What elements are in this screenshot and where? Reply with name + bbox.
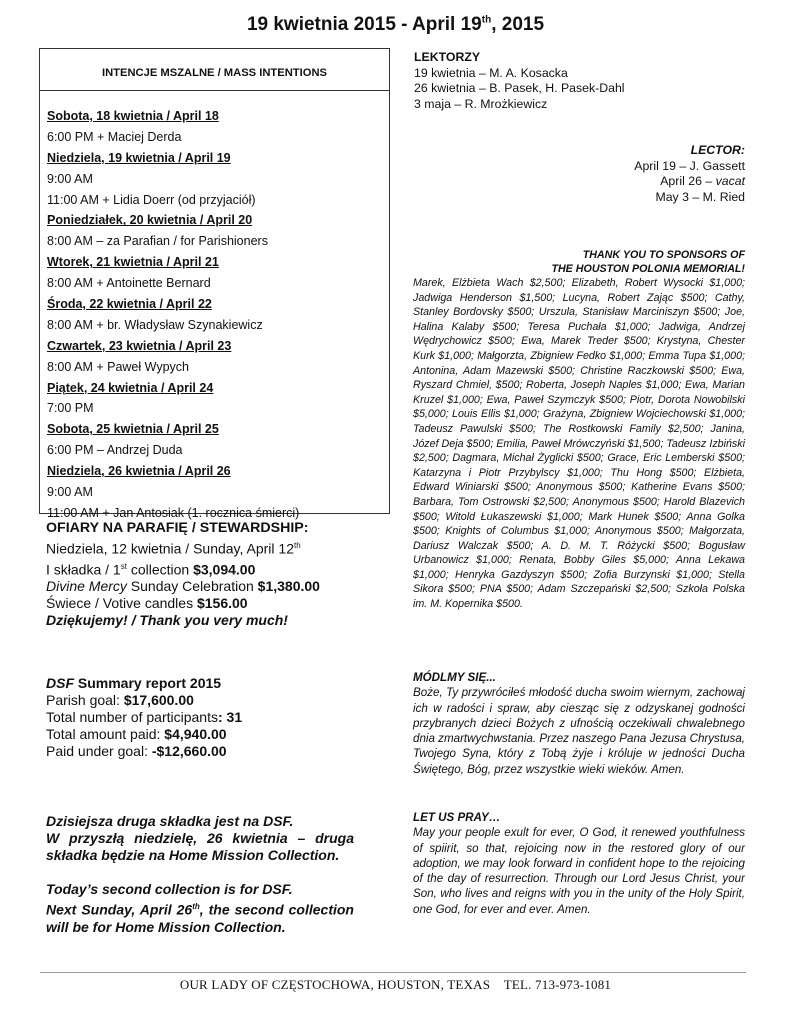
mass-intention: 7:00 PM bbox=[47, 401, 94, 416]
collection-en-2: Next Sunday, April 26th, the second collection will be for Home Mission Collection. bbox=[46, 901, 354, 935]
lektorzy-section bbox=[414, 50, 625, 112]
dsf-goal: Parish goal: $17,600.00 bbox=[46, 692, 194, 708]
sponsors-heading bbox=[551, 248, 745, 276]
stewardship-section bbox=[46, 520, 386, 629]
dsf-under-goal: Paid under goal: -$12,660.00 bbox=[46, 743, 227, 759]
mass-header-divider bbox=[40, 90, 389, 91]
mass-intentions-list bbox=[47, 106, 387, 524]
mass-intention: 8:00 AM + br. Władysław Szynakiewicz bbox=[47, 317, 263, 332]
english-prayer-heading: LET US PRAY… bbox=[413, 811, 501, 824]
collection-en-1: Today’s second collection is for DSF. bbox=[46, 881, 293, 897]
polish-prayer-heading: MÓDLMY SIĘ... bbox=[413, 671, 496, 684]
mass-intention: 11:00 AM + Jan Antosiak (1. rocznica śmierci) bbox=[47, 505, 300, 520]
mass-intention: 9:00 AM bbox=[47, 485, 93, 500]
lector-section bbox=[634, 143, 745, 205]
mass-intentions-header: INTENCJE MSZALNE / MASS INTENTIONS bbox=[101, 67, 327, 79]
stewardship-date: Niedziela, 12 kwietnia / Sunday, April 12th bbox=[46, 540, 301, 557]
stewardship-heading: OFIARY NA PARAFIĘ / STEWARDSHIP: bbox=[46, 520, 309, 536]
votive-candles: Świece / Votive candles $156.00 bbox=[46, 595, 248, 612]
mass-intention: 8:00 AM – za Parafian / for Parishioners bbox=[47, 234, 268, 249]
mass-day-heading: Czwartek, 23 kwietnia / April 23 bbox=[47, 338, 232, 353]
thank-you-note: Dziękujemy! / Thank you very much! bbox=[46, 612, 288, 629]
mass-intention: 11:00 AM + Lidia Doerr (od przyjaciół) bbox=[47, 192, 256, 207]
sponsors-list: Marek, Elżbieta Wach $2,500; Elizabeth, Robert Wysocki $1,000; Jadwiga Henderson $1,500; Lucyna, Robert Zając $500; Cathy, Stanley Bordovsky $500; Urszula, Stanisław Marciniszyn $500; Joe, Halina Kalaby $500; Teresa Puchała $1,000; Jadwiga, Andrzej Wędrychowicz $500; Ewa, Marek Treder $500; Krystyna, Chester Kurk $1,000; Małgorzta, Zbigniew Fedko $1,000; Emma Tupa $1,000; Antonina, Adam Mazewski $500; Christine Raczkowski $500; Ewa, Ryszard Chmiel, $500; Roberta, Joseph Naples $1,000; Ewa, Marian Kruzel $1,000; Ewa, Paweł Szymczyk $500; Piotr, Dorota Nowobilski $5,000; Louis Ellis $1,000; Grażyna, Zbigniew Wojciechowski $1,000; Tadeusz Pawulski $500; The Rostkowski Family $2,500; Janina, Józef Deja $500; Emilia, Paweł Mrówczyński $1,500; Tadeusz Izbiński $2,500; Dagmara, Michał Żyglicki $500; Grace, Eric Lemberski $500; Katarzyna i Piotr Przybylscy $1,000; Thu Hong $500; Elżbieta, Edward Winiarski $500; Anonymous $500; Katherine Evans $500; Barbara, Tom Ostrowski $2,500; Anonymous $500; Harold Blazevich $500; Witold Łukaszewski $1,000; Mark Hunek $500; Anna Golka $500; Knights of Columbus $1,000; Anonymous $500; Małgorzata, Dariusz Walczak $500; A. D. M. T. Różycki $500; Bogusław Urbanowicz $1,000; Renata, Bobby Giles $5,000; Anna Lekawa $1,000; Henryka Gazdyszyn $500; Zofia Burzynski $1,000; Stella Sikora $500; PNA $500; Adam Szczepański $2,500; Szkoła Polska im. M. Kopernika $500. bbox=[413, 277, 745, 611]
lector-heading: LECTOR: bbox=[690, 143, 745, 157]
mass-day-heading: Niedziela, 19 kwietnia / April 19 bbox=[47, 150, 231, 165]
lektorzy-line: 3 maja – R. Mrożkiewicz bbox=[414, 96, 548, 111]
english-prayer-text: May your people exult for ever, O God, it renewed youthfulness of spiirit, so that, rejoicing now in the restored glory of our adoption, we may look forward in confident hope to the rejoicing of the day of resurrection. Through our Lord Jesus Christ, your Son, who lives and reigns with you in the unity of the Holy Spirit, one God, for ever and ever. Amen. bbox=[413, 826, 745, 916]
mass-intention: 9:00 AM bbox=[47, 171, 93, 186]
sponsors-heading-line-2: THE HOUSTON POLONIA MEMORIAL! bbox=[551, 263, 745, 275]
mass-day-heading: Środa, 22 kwietnia / April 22 bbox=[47, 297, 212, 312]
mass-intentions-box bbox=[39, 48, 390, 520]
dsf-summary bbox=[46, 675, 386, 760]
second-collection-notice bbox=[46, 813, 354, 936]
mass-day-heading: Poniedziałek, 20 kwietnia / April 20 bbox=[47, 213, 253, 228]
mass-intention: 6:00 PM – Andrzej Duda bbox=[47, 443, 183, 458]
dsf-participants: Total number of participants: 31 bbox=[46, 709, 243, 725]
polish-prayer bbox=[413, 670, 745, 777]
divine-mercy-collection: Divine Mercy Sunday Celebration $1,380.00 bbox=[46, 578, 320, 595]
first-collection: I składka / 1st collection $3,094.00 bbox=[46, 561, 256, 578]
lektorzy-line: 26 kwietnia – B. Pasek, H. Pasek-Dahl bbox=[414, 81, 625, 95]
page-title: 19 kwietnia 2015 - April 19th, 2015 bbox=[246, 14, 545, 35]
mass-day-heading: Sobota, 18 kwietnia / April 18 bbox=[47, 109, 219, 123]
mass-day-heading: Sobota, 25 kwietnia / April 25 bbox=[47, 422, 219, 437]
dsf-title: DSF Summary report 2015 bbox=[46, 675, 222, 691]
mass-day-heading: Wtorek, 21 kwietnia / April 21 bbox=[47, 255, 219, 270]
lector-line: April 19 – J. Gassett bbox=[634, 158, 745, 173]
mass-intention: 8:00 AM + Paweł Wypych bbox=[47, 359, 189, 374]
footer: OUR LADY OF CZĘSTOCHOWA, HOUSTON, TEXAS TEL. 713-973-1081 bbox=[179, 977, 612, 992]
lector-line: May 3 – M. Ried bbox=[655, 189, 745, 204]
lector-line: April 26 – vacat bbox=[660, 174, 745, 188]
mass-day-heading: Piątek, 24 kwietnia / April 24 bbox=[47, 380, 214, 395]
mass-day-heading: Niedziela, 26 kwietnia / April 26 bbox=[47, 464, 231, 479]
footer-divider bbox=[40, 972, 746, 973]
collection-pl-1: Dzisiejsza druga składka jest na DSF. bbox=[46, 813, 294, 829]
mass-intention: 8:00 AM + Antoinette Bernard bbox=[47, 276, 211, 291]
polish-prayer-text: Boże, Ty przywróciłeś młodość ducha swoim wiernym, zachowaj ich w radości i spraw, aby ciesząc się z odzyskanej godności przybranych dzieci Bożych z ufnością oczekiwali chwalebnego dnia zmartwychwstania. Przez naszego Pana Jezusa Chrystusa, Twojego Syna, który z Tobą żyje i króluje w jedności Ducha Świętego, Bóg, przez wszystkie wieki wieków. Amen. bbox=[413, 686, 745, 776]
sponsors-heading-line-1: THANK YOU TO SPONSORS OF bbox=[582, 249, 745, 261]
lektorzy-heading: LEKTORZY bbox=[414, 50, 481, 64]
lektorzy-line: 19 kwietnia – M. A. Kosacka bbox=[414, 65, 568, 80]
dsf-paid: Total amount paid: $4,940.00 bbox=[46, 726, 227, 742]
english-prayer bbox=[413, 810, 745, 917]
mass-intention: 6:00 PM + Maciej Derda bbox=[47, 129, 182, 144]
collection-pl-2: W przyszłą niedzielę, 26 kwietnia – druga składka będzie na Home Mission Collection. bbox=[46, 830, 354, 863]
